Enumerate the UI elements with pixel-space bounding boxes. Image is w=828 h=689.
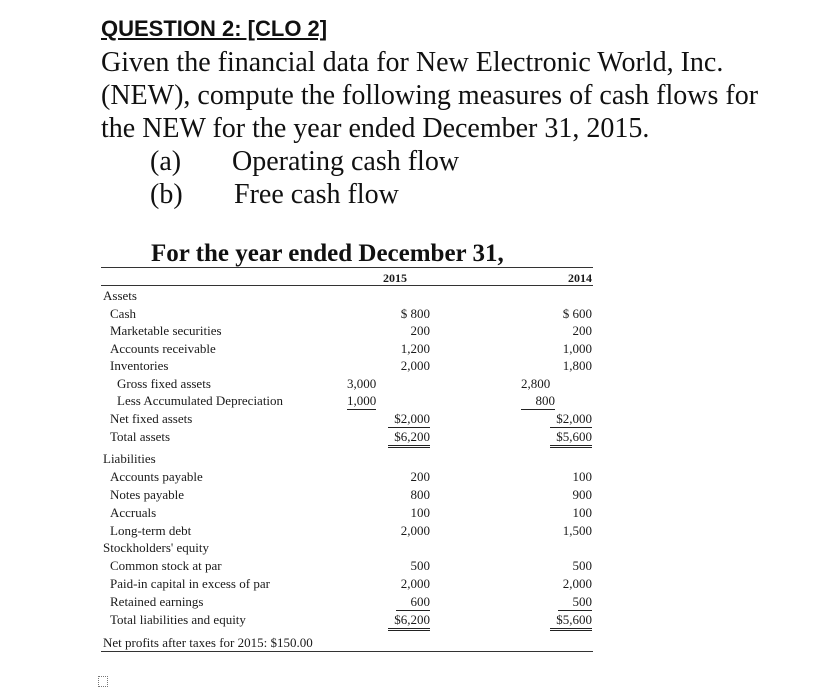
cell-2014: $ 600 <box>562 306 592 321</box>
cell-2015: 200 <box>410 323 430 338</box>
row-label: Accounts receivable <box>110 341 216 356</box>
cell-2014: $2,000 <box>550 411 592 428</box>
cell-2014: $5,600 <box>550 612 592 631</box>
row-label: Marketable securities <box>110 323 222 338</box>
section-label-equity: Stockholders' equity <box>103 540 209 555</box>
cell-2015: 500 <box>410 558 430 573</box>
row-label: Common stock at par <box>110 558 222 573</box>
row-label: Paid-in capital in excess of par <box>110 576 270 591</box>
cell-2014: 100 <box>572 505 592 520</box>
cell-2014: $5,600 <box>550 429 592 448</box>
cell-2014: 1,800 <box>562 358 592 373</box>
prompt-line: the NEW for the year ended December 31, 2015. <box>101 113 650 144</box>
row-label: Notes payable <box>110 487 185 502</box>
table-title: For the year ended December 31, <box>151 240 504 267</box>
cell-2015: $6,200 <box>388 429 430 448</box>
cell-2015-sub: 1,000 <box>347 393 377 408</box>
cell-2014: 500 <box>558 594 592 611</box>
row-label: Cash <box>110 306 136 321</box>
cell-2015: $ 800 <box>400 306 430 321</box>
item-b-marker: (b) <box>150 179 183 210</box>
cell-2015: 600 <box>396 594 430 611</box>
prompt-line: (NEW), compute the following measures of cash flows for <box>101 80 759 111</box>
cell-2015: 1,200 <box>400 341 430 356</box>
table-bottom-rule <box>101 651 593 652</box>
cell-2015: $6,200 <box>388 612 430 631</box>
section-label-liabilities: Liabilities <box>103 451 156 466</box>
section-label-assets: Assets <box>103 288 137 303</box>
cell-2014: 100 <box>572 469 592 484</box>
question-heading: QUESTION 2: [CLO 2] <box>101 16 328 41</box>
col-header-2015: 2015 <box>383 271 407 285</box>
row-label: Accruals <box>110 505 157 520</box>
prompt-line: Given the financial data for New Electronic World, Inc. <box>101 47 724 78</box>
row-label: Inventories <box>110 358 169 373</box>
cell-2015: $2,000 <box>388 411 430 428</box>
cell-2015: 200 <box>410 469 430 484</box>
row-label: Total liabilities and equity <box>110 612 246 627</box>
row-label: Net fixed assets <box>110 411 193 426</box>
corner-marker-icon <box>98 676 108 687</box>
cell-2014: 2,000 <box>562 576 592 591</box>
row-label: Less Accumulated Depreciation <box>117 393 284 408</box>
cell-2014: 200 <box>572 323 592 338</box>
row-label: Long-term debt <box>110 523 192 538</box>
cell-2014: 1,000 <box>562 341 592 356</box>
row-label: Gross fixed assets <box>117 376 211 391</box>
cell-2015-sub: 3,000 <box>347 376 377 391</box>
row-label: Total assets <box>110 429 171 444</box>
cell-2015: 100 <box>410 505 430 520</box>
cell-2014-sub: 2,800 <box>521 376 551 391</box>
table-top-rule <box>101 267 593 268</box>
cell-2014-sub: 800 <box>521 393 555 410</box>
cell-2015: 2,000 <box>400 358 430 373</box>
item-b-text: Free cash flow <box>234 179 399 210</box>
item-a-text: Operating cash flow <box>232 146 460 177</box>
cell-2014: 1,500 <box>562 523 592 538</box>
table-header-rule <box>101 285 593 286</box>
cell-2015: 2,000 <box>400 523 430 538</box>
footnote: Net profits after taxes for 2015: $150.00 <box>103 635 313 650</box>
cell-2015: 2,000 <box>400 576 430 591</box>
cell-2014: 900 <box>572 487 592 502</box>
item-a-marker: (a) <box>150 146 182 177</box>
row-label: Accounts payable <box>110 469 203 484</box>
cell-2014: 500 <box>572 558 592 573</box>
col-header-2014: 2014 <box>568 271 592 285</box>
cell-2015: 800 <box>410 487 430 502</box>
question-prompt <box>101 46 801 145</box>
row-label: Retained earnings <box>110 594 204 609</box>
